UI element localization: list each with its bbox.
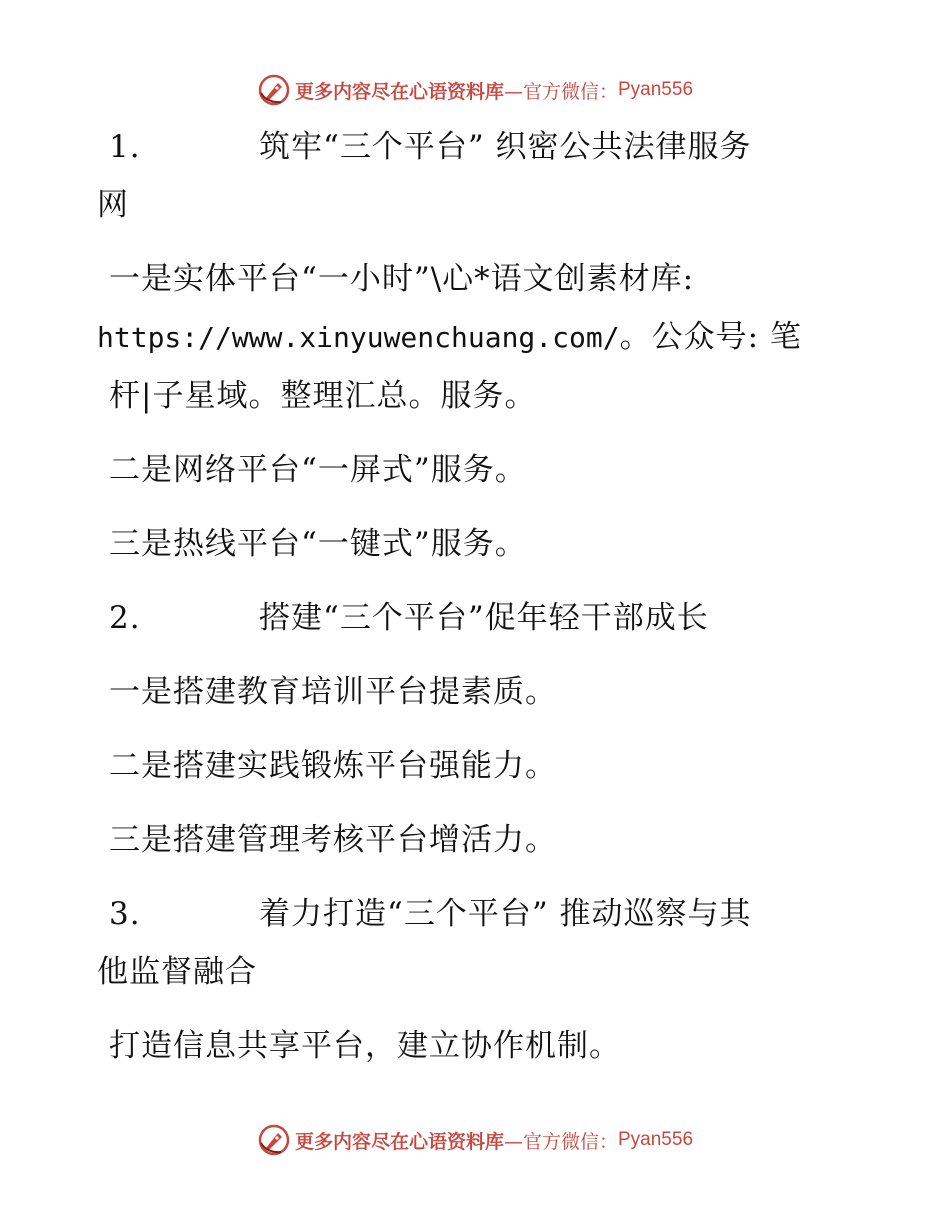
section-heading-text: 搭建“三个平台”促年轻干部成长: [259, 600, 709, 636]
section-number: 3.: [109, 896, 141, 932]
footer-banner: [0, 1120, 950, 1160]
banner-wechat-id: Pyan556: [618, 1129, 694, 1150]
section-number: 1.: [109, 129, 141, 165]
section-item: 三是热线平台“一键式”服务。: [109, 526, 527, 562]
banner-main-text: 更多内容尽在心语资料库: [294, 80, 504, 103]
section-item: 二是搭建实践锻炼平台强能力。: [109, 748, 557, 784]
section-item: 二是网络平台“一屏式”服务。: [109, 452, 527, 488]
banner-main-text: 更多内容尽在心语资料库: [294, 1130, 504, 1153]
section-heading-text-cont: 他监督融合: [97, 954, 257, 990]
section-heading-2: [97, 589, 837, 647]
section-item: [97, 250, 837, 425]
banner-sub-text: —官方微信：: [503, 80, 618, 103]
document-body: [97, 118, 837, 1091]
pen-nib-logo-icon: [257, 1123, 291, 1157]
header-banner: [0, 70, 950, 110]
section-heading-text: 着力打造“三个平台” 推动巡察与其: [259, 896, 752, 932]
section-heading-3: [97, 885, 837, 1001]
banner-wechat-id: Pyan556: [618, 79, 694, 100]
item-url: https://www.xinyuwenchuang.com/: [97, 321, 620, 354]
banner-sub-text: —官方微信：: [503, 1130, 618, 1153]
section-number: 2.: [109, 600, 141, 636]
pen-nib-logo-icon: [257, 73, 291, 107]
section-heading-1: [97, 118, 837, 234]
section-item: 三是搭建管理考核平台增活力。: [109, 822, 557, 858]
item-text: 一是实体平台“一小时”\心*语文创素材库:: [109, 261, 695, 297]
section-item: 打造信息共享平台，建立协作机制。: [109, 1028, 621, 1064]
section-heading-text: 筑牢“三个平台” 织密公共法律服务: [259, 129, 752, 165]
section-item: 一是搭建教育培训平台提素质。: [109, 674, 557, 710]
section-heading-text-cont: 网: [97, 187, 129, 223]
item-text-cont: 。公众号: 笔杆|子星域。整理汇总。服务。: [109, 319, 802, 414]
